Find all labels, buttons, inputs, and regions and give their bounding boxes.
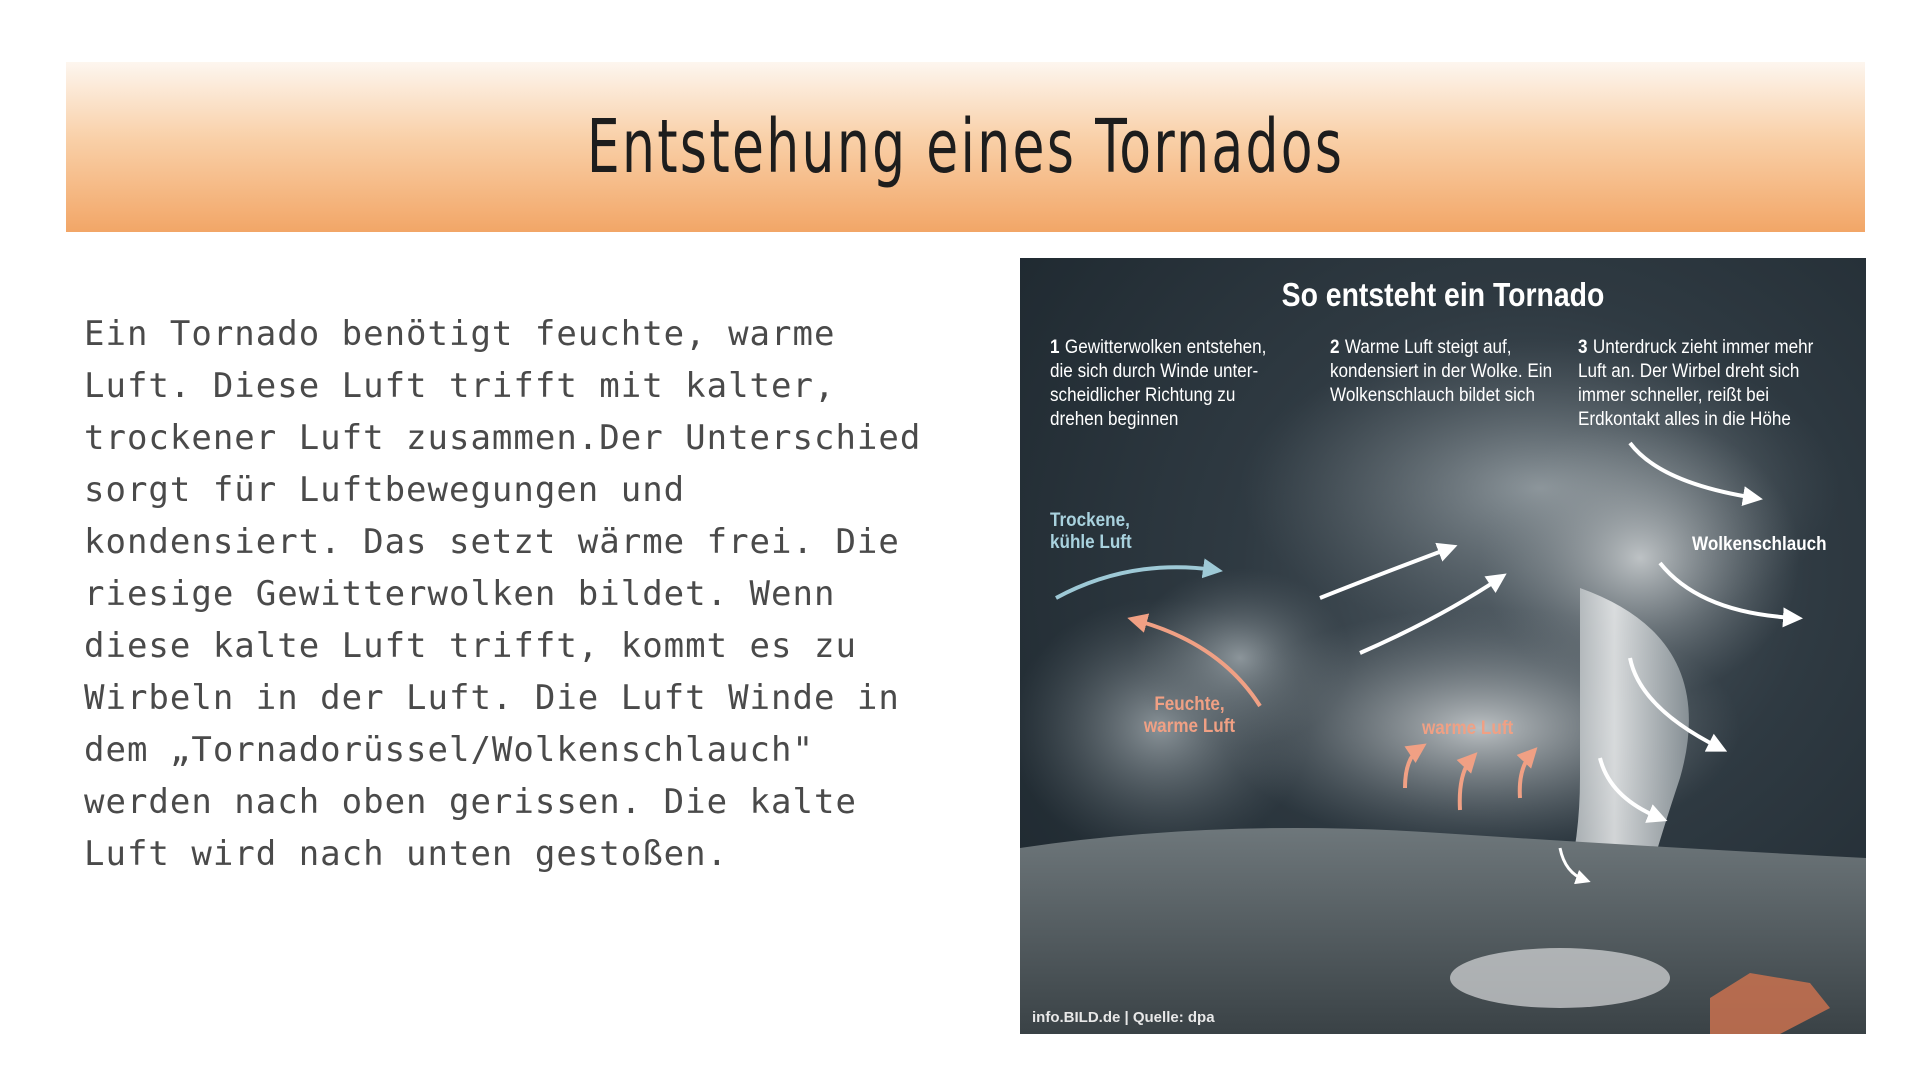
step-3 (1578, 336, 1830, 432)
step-number: 1 (1050, 337, 1060, 358)
label-cloud-tube: Wolkenschlauch (1692, 534, 1827, 555)
step-1 (1050, 336, 1275, 432)
step-text: Gewitterwolken entstehen, die sich durch Winde unter-scheidlicher Richtung zu drehen beginnen (1050, 337, 1267, 430)
label-warm-air: warme Luft (1422, 718, 1514, 739)
source-credit: info.BILD.de | Quelle: dpa (1032, 1009, 1215, 1026)
step-text: Warme Luft steigt auf, kondensiert in der Wolke. Ein Wolkenschlauch bildet sich (1330, 337, 1553, 406)
title-banner (66, 62, 1865, 232)
tornado-infographic (1020, 258, 1866, 1034)
body-text: Ein Tornado benötigt feuchte, warme Luft. Diese Luft trifft mit kalter, trockener Luft zusammen.Der Unterschied sorgt für Luftbewegungen und kondensiert. Das setzt wärme frei. Die riesige Gewitterwolken bildet. Wenn diese kalte Luft trifft, kommt es zu Wirbeln in der Luft. Die Luft Winde in dem „Tornadorüssel/Wolkenschlauch" werden nach oben gerissen. Die kalte Luft wird nach unten gestoßen. (84, 314, 922, 874)
step-number: 3 (1578, 337, 1588, 358)
step-text: Unterdruck zieht immer mehr Luft an. Der Wirbel dreht sich immer schneller, reißt bei Erdkontakt alles in die Höhe (1578, 337, 1814, 430)
label-moist-warm-air: Feuchte, warme Luft (1143, 694, 1236, 737)
infographic-title: So entsteht ein Tornado (1281, 276, 1605, 313)
label-dry-cool-air: Trockene, kühle Luft (1050, 510, 1132, 553)
page-title: Entstehung eines Tornados (586, 104, 1345, 190)
step-2 (1330, 336, 1555, 408)
step-number: 2 (1330, 337, 1340, 358)
